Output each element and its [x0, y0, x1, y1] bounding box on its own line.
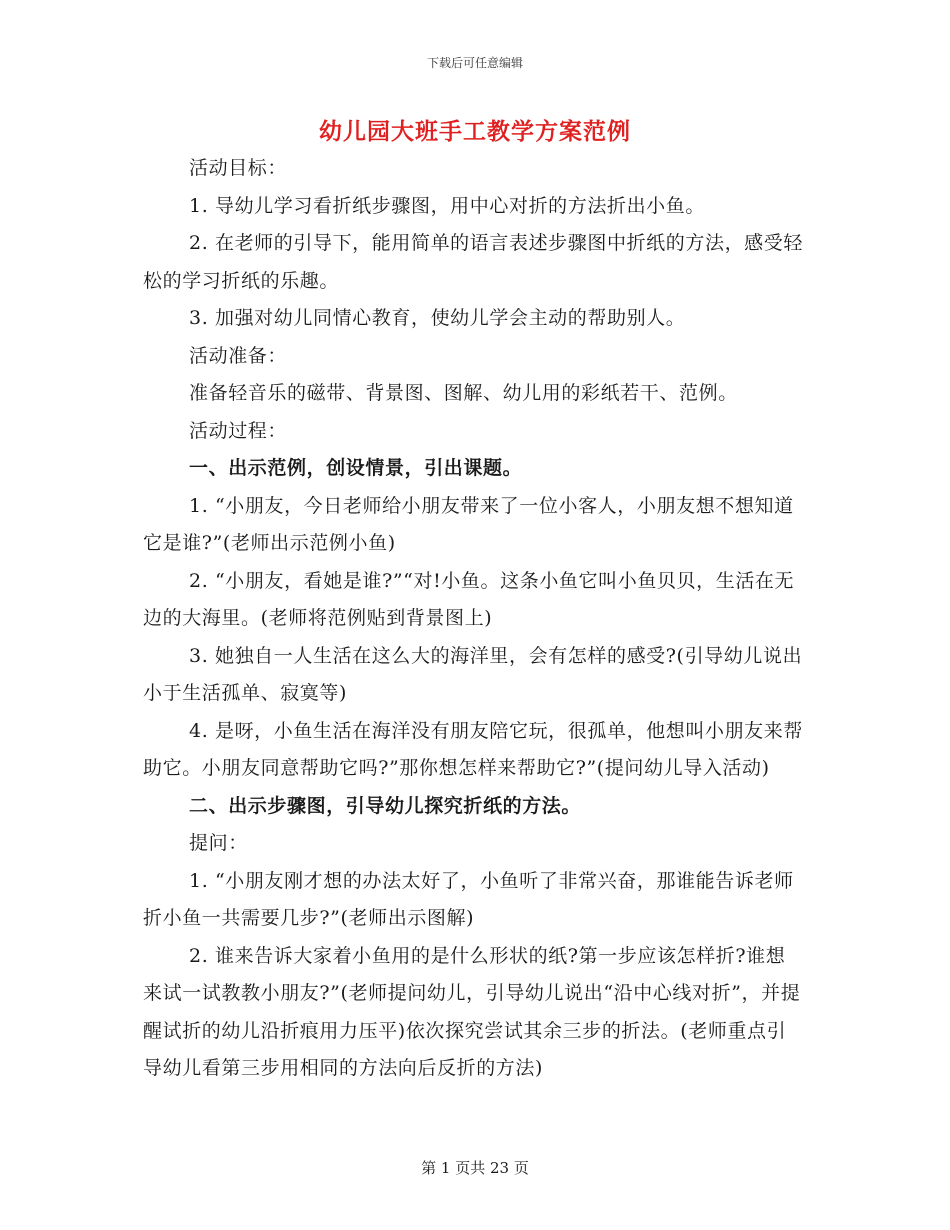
paragraph: 提问：: [189, 832, 248, 854]
paragraph: 3. 加强对幼儿同情心教育，使幼儿学会主动的帮助别人。: [189, 307, 686, 329]
paragraph: 1. “小朋友刚才想的办法太好了，小鱼听了非常兴奋，那谁能告诉老师折小鱼一共需要几步?”(老师出示图解): [143, 869, 794, 929]
header-note: 下载后可任意编辑: [426, 56, 523, 70]
paragraph: 2. “小朋友，看她是谁?”“对!小鱼。这条小鱼它叫小鱼贝贝，生活在无边的大海里。(老师将范例贴到背景图上): [143, 569, 795, 629]
paragraph: 1. “小朋友，今日老师给小朋友带来了一位小客人，小朋友想不想知道它是谁?”(老师出示范例小鱼): [143, 494, 794, 554]
paragraph: 准备轻音乐的磁带、背景图、图解、幼儿用的彩纸若干、范例。: [189, 382, 738, 404]
section-heading: 一、出示范例，创设情景，引出课题。: [189, 457, 523, 479]
paragraph: 2. 谁来告诉大家着小鱼用的是什么形状的纸?第一步应该怎样折?谁想来试一试教教小朋友?”(老师提问幼儿，引导幼儿说出“沿中心线对折”，并提醒试折的幼儿沿折痕用力压平)依次探究尝试其余三步的折法。(老师重点引导幼儿看第三步用相同的方法向后反折的方法): [143, 944, 801, 1079]
paragraph: 2. 在老师的引导下，能用简单的语言表述步骤图中折纸的方法，感受轻松的学习折纸的乐趣。: [143, 232, 803, 292]
paragraph: 3. 她独自一人生活在这么大的海洋里，会有怎样的感受?(引导幼儿说出小于生活孤单、寂寞等): [143, 644, 803, 704]
page-footer: 第 1 页共 23 页: [421, 1159, 529, 1177]
paragraph: 活动过程：: [189, 419, 288, 442]
paragraph: 活动目标：: [189, 157, 288, 179]
paragraph: 活动准备：: [189, 344, 288, 367]
paragraph: 1. 导幼儿学习看折纸步骤图，用中心对折的方法折出小鱼。: [189, 194, 705, 217]
document-body: [143, 150, 803, 1088]
section-heading: 二、出示步骤图，引导幼儿探究折纸的方法。: [189, 794, 582, 817]
paragraph: 4. 是呀，小鱼生活在海洋没有朋友陪它玩，很孤单，他想叫小朋友来帮助它。小朋友同意帮助它吗?”那你想怎样来帮助它?”(提问幼儿导入活动): [143, 719, 803, 779]
document-title: 幼儿园大班手工教学方案范例: [319, 118, 631, 145]
